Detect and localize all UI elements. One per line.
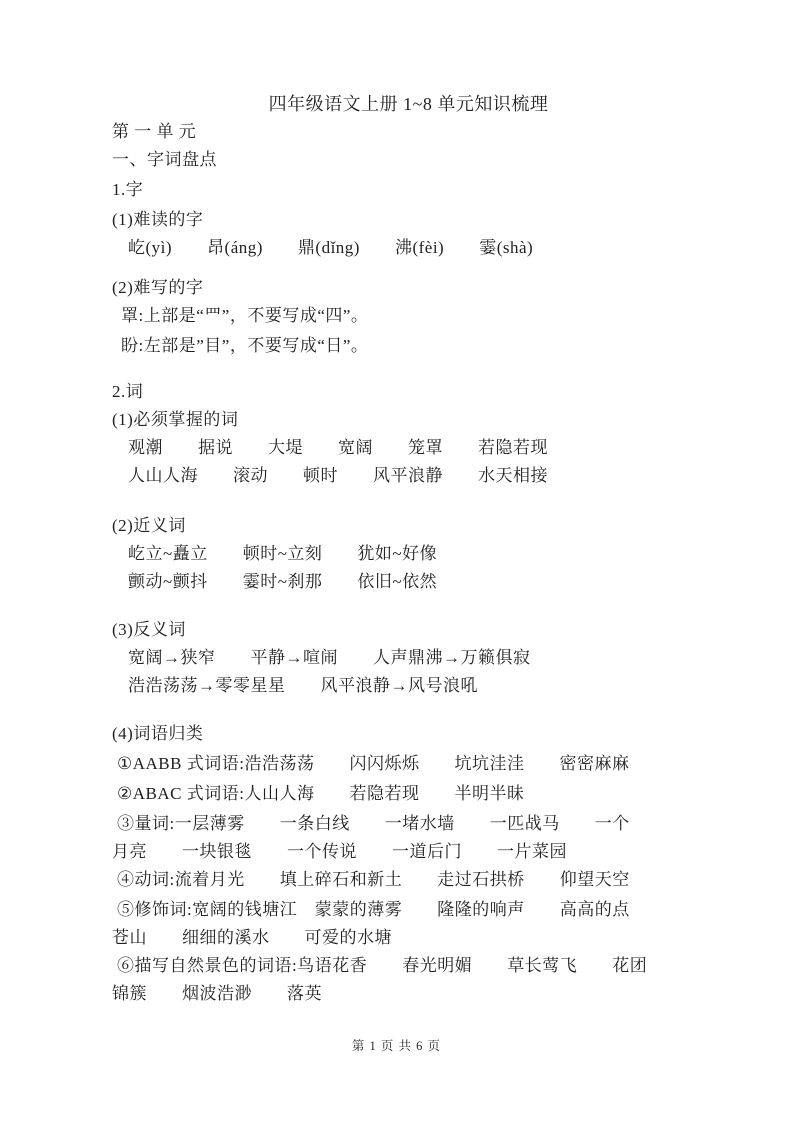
document-title: 四年级语文上册 1~8 单元知识梳理: [268, 94, 549, 114]
category-modifiers-2: 苍山 细细的溪水 可爱的水塘: [112, 928, 392, 947]
subsection-characters: 1.字: [112, 180, 144, 199]
synonyms-row-2: 颤动~颤抖 霎时~刹那 依旧~依然: [128, 572, 438, 591]
synonyms-heading: (2)近义词: [112, 516, 186, 535]
category-scenery-words: ⑥描写自然景色的词语:鸟语花香 春光明媚 草长莺飞 花团: [117, 956, 648, 975]
antonyms-row-1: 宽阔→狭窄 平静→喧闹 人声鼎沸→万籁俱寂: [128, 648, 531, 667]
hard-to-write-item-pan: 盼:左部是”目”，不要写成“日”。: [121, 336, 369, 355]
antonyms-heading: (3)反义词: [112, 620, 186, 639]
word-categories-heading: (4)词语归类: [112, 724, 204, 743]
must-master-row-2: 人山人海 滚动 顿时 风平浪静 水天相接: [128, 466, 548, 485]
must-master-heading: (1)必须掌握的词: [112, 410, 239, 429]
category-verbs: ④动词:流着月光 填上碎石和新土 走过石拱桥 仰望天空: [117, 870, 630, 889]
hard-to-write-item-zhao: 罩:上部是“罒”，不要写成“四”。: [121, 306, 369, 325]
category-scenery-words-2: 锦簇 烟波浩渺 落英: [112, 984, 322, 1003]
hard-to-write-heading: (2)难写的字: [112, 278, 204, 297]
category-measure-words-2: 月亮 一块银毯 一个传说 一道后门 一片菜园: [112, 842, 567, 861]
synonyms-row-1: 屹立~矗立 顿时~立刻 犹如~好像: [128, 544, 438, 563]
page-footer: 第 1 页 共 6 页: [351, 1039, 442, 1053]
hard-to-read-heading: (1)难读的字: [112, 210, 204, 229]
unit-1-heading: 第 一 单 元: [112, 122, 197, 141]
document-content: [112, 90, 705, 1008]
category-aabb: ①AABB 式词语:浩浩荡荡 闪闪烁烁 坑坑洼洼 密密麻麻: [117, 754, 630, 773]
hard-to-read-list: 屹(yì) 昂(áng) 鼎(dǐng) 沸(fèi) 霎(shà): [128, 238, 534, 257]
antonyms-row-2: 浩浩荡荡→零零星星 风平浪静→风号浪吼: [128, 676, 478, 695]
category-abac: ②ABAC 式词语:人山人海 若隐若现 半明半昧: [117, 784, 525, 803]
subsection-words: 2.词: [112, 382, 144, 401]
section-word-inventory: 一、字词盘点: [112, 150, 217, 169]
must-master-row-1: 观潮 据说 大堤 宽阔 笼罩 若隐若现: [128, 438, 548, 457]
category-modifiers: ⑤修饰词:宽阔的钱塘江 蒙蒙的薄雾 隆隆的响声 高高的点: [117, 900, 630, 919]
category-measure-words: ③量词:一层薄雾 一条白线 一堵水墙 一匹战马 一个: [117, 814, 630, 833]
